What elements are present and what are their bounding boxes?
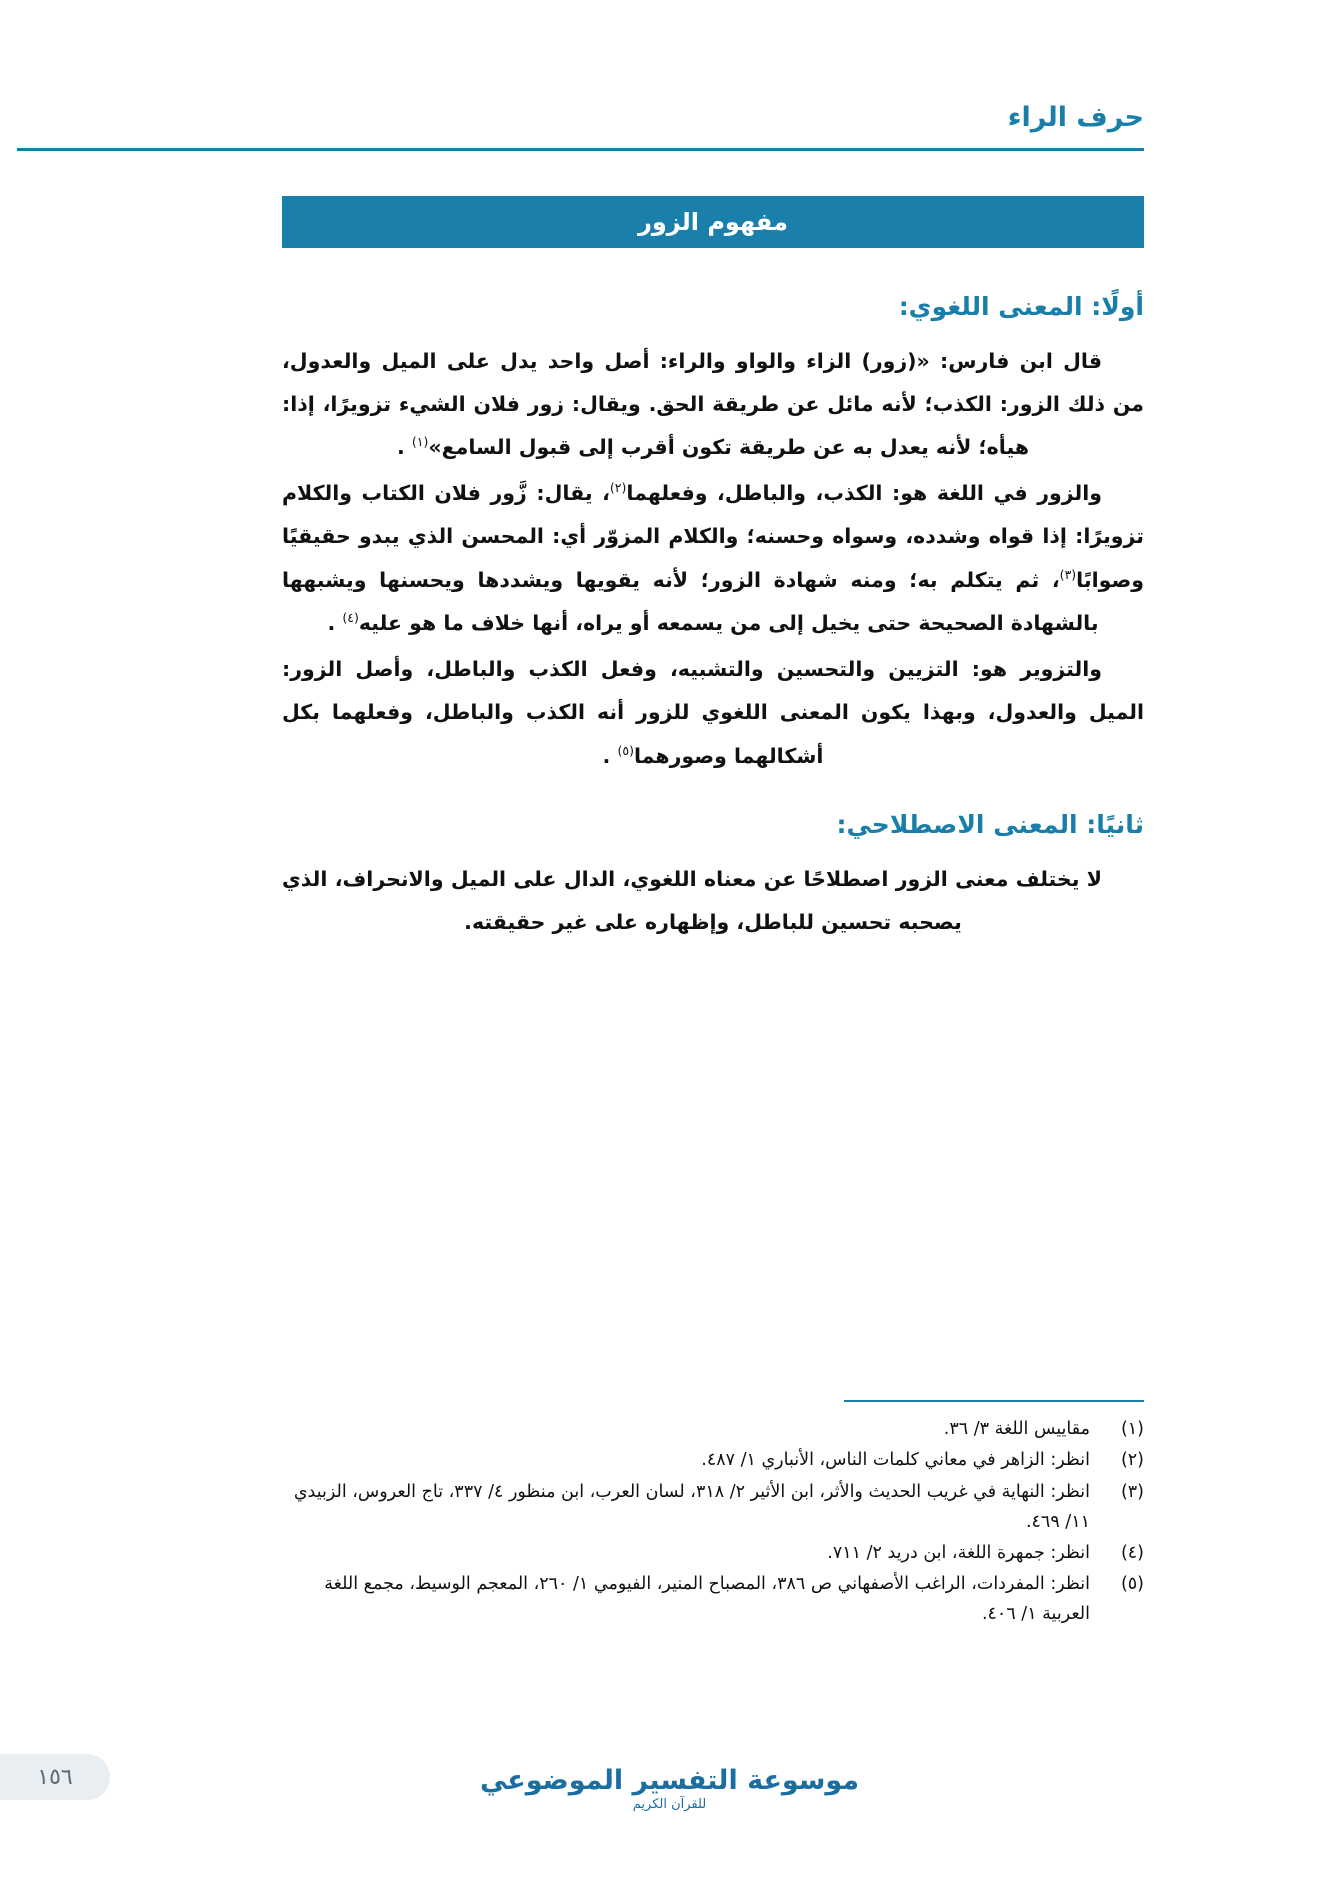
footnote-ref-2: (٢) bbox=[609, 480, 627, 496]
footnote-item bbox=[282, 1569, 1144, 1629]
footnote-divider bbox=[844, 1400, 1144, 1402]
footnote-text: انظر: جمهرة اللغة، ابن دريد ٢/ ٧١١. bbox=[827, 1542, 1090, 1563]
page-body bbox=[282, 272, 1144, 946]
paragraph-2-text: والزور في اللغة هو: الكذب، والباطل، وفعلهما bbox=[626, 480, 1102, 505]
publisher-logo-subtitle: للقرآن الكريم bbox=[632, 1797, 707, 1812]
footnote-text: انظر: المفردات، الراغب الأصفهاني ص ٣٨٦، المصباح المنير، الفيومي ١/ ٢٦٠، المعجم الوسيط، مجمع اللغة العربية ١/ ٤٠٦. bbox=[324, 1573, 1090, 1624]
paragraph-3: والتزوير هو: التزيين والتحسين والتشبيه، وفعل الكذب والباطل، وأصل الزور: الميل والعدول، وبهذا يكون المعنى اللغوي للزور أنه الكذب والباطل، وفعلهما بكل أشكالهما وصورهما$^{(٥)}$ . bbox=[282, 656, 1144, 768]
paragraph-1: قال ابن فارس: «(زور) الزاء والواو والراء: أصل واحد يدل على الميل والعدول، من ذلك الزور: الكذب؛ لأنه مائل عن طريقة الحق. ويقال: زور فلان الشيء تزويرًا، إذا: هيأه؛ لأنه يعدل به عن طريقة تكون أقرب إلى قبول السامع»$^{(١)}$ . bbox=[282, 348, 1144, 460]
section-spacer bbox=[282, 780, 1144, 790]
footnote-item bbox=[282, 1538, 1144, 1568]
footnote-number: (١) bbox=[1120, 1419, 1144, 1440]
page-header bbox=[195, 104, 1144, 152]
footnote-number: (٤) bbox=[1120, 1542, 1144, 1563]
footnote-number: (٥) bbox=[1120, 1573, 1144, 1594]
footnote-ref-1: (١) bbox=[411, 434, 429, 450]
footnote-text: انظر: النهاية في غريب الحديث والأثر، ابن الأثير ٢/ ٣١٨، لسان العرب، ابن منظور ٤/ ٣٣٧، تاج العروس، الزبيدي ١١/ ٤٦٩. bbox=[293, 1481, 1090, 1532]
footnote-item bbox=[282, 1445, 1144, 1475]
page-footer bbox=[0, 1732, 1339, 1822]
paragraph-2: والزور في اللغة هو: الكذب، والباطل، وفعلهما$^{(٢)}$، يقال: زَّور فلان الكتاب والكلام تزويرًا: إذا قواه وشدده، وسواه وحسنه؛ والكلام المزوّر أي: المحسن الذي يبدو حقيقيًا وصوابًا$^{(٣)}$، ثم يتكلم به؛ ومنه شهادة الزور؛ لأنه يقويها ويشددها ويحسنها ويشبهها بالشهادة الصحيحة حتى يخيل إلى من يسمعه أو يراه، أنها خلاف ما هو عليه$^{(٤)}$ . bbox=[282, 480, 1144, 636]
footnote-ref-5: (٥) bbox=[617, 742, 634, 758]
footnote-number: (٣) bbox=[1120, 1481, 1144, 1502]
header-divider bbox=[17, 148, 1144, 151]
footnote-list bbox=[282, 1414, 1144, 1629]
heading-linguistic-meaning: أولًا: المعنى اللغوي: bbox=[898, 292, 1144, 321]
section-banner-title: مفهوم الزور bbox=[638, 208, 788, 236]
paragraph-2-tail: ، ثم يتكلم به؛ ومنه شهادة الزور؛ لأنه يقويها ويشددها ويحسنها ويشبهها بالشهادة الصحيحة حتى يخيل إلى من يسمعه أو يراه، أنها خلاف ما هو عليه bbox=[282, 567, 1099, 636]
paragraph-4: لا يختلف معنى الزور اصطلاحًا عن معناه اللغوي، الدال على الميل والانحراف، الذي يصحبه تحسين للباطل، وإظهاره على غير حقيقته. bbox=[282, 866, 1102, 934]
footnote-text: انظر: الزاهر في معاني كلمات الناس، الأنباري ١/ ٤٨٧. bbox=[701, 1450, 1090, 1471]
footnote-number: (٢) bbox=[1120, 1450, 1144, 1471]
section-banner bbox=[282, 196, 1144, 248]
footnote-item bbox=[282, 1414, 1144, 1444]
footnote-ref-3: (٣) bbox=[1059, 566, 1077, 582]
page-number-badge: ١٥٦ bbox=[0, 1754, 110, 1800]
chapter-title: حرف الراء bbox=[1007, 102, 1144, 133]
footnote-item bbox=[282, 1477, 1144, 1537]
footnote-text: مقاييس اللغة ٣/ ٣٦. bbox=[943, 1419, 1090, 1440]
footnote-ref-4: (٤) bbox=[342, 610, 359, 626]
paragraph-1-text: قال ابن فارس: «(زور) الزاء والواو والراء: أصل واحد يدل على الميل والعدول، من ذلك الزور: الكذب؛ لأنه مائل عن طريقة الحق. ويقال: زور فلان الشيء تزويرًا، إذا: هيأه؛ لأنه يعدل به عن طريقة تكون أقرب إلى قبول السامع» bbox=[282, 348, 1144, 460]
publisher-logo-title: موسوعة التفسير الموضوعي bbox=[479, 1764, 860, 1796]
heading-technical-meaning: ثانيًا: المعنى الاصطلاحي: bbox=[836, 810, 1144, 840]
publisher-logo bbox=[460, 1764, 880, 1812]
paragraph-2-rest: ، يقال: زَّور فلان الكتاب والكلام تزويرًا: إذا قواه وشدده، وسواه وحسنه؛ والكلام المزوّر أي: المحسن الذي يبدو حقيقيًا وصوابًا bbox=[282, 480, 1144, 592]
footnotes-block bbox=[282, 1400, 1144, 1630]
paragraph-3-text: والتزوير هو: التزيين والتحسين والتشبيه، وفعل الكذب والباطل، وأصل الزور: الميل والعدول، وبهذا يكون المعنى اللغوي للزور أنه الكذب والباطل، وفعلهما بكل أشكالهما وصورهما bbox=[282, 656, 1144, 768]
